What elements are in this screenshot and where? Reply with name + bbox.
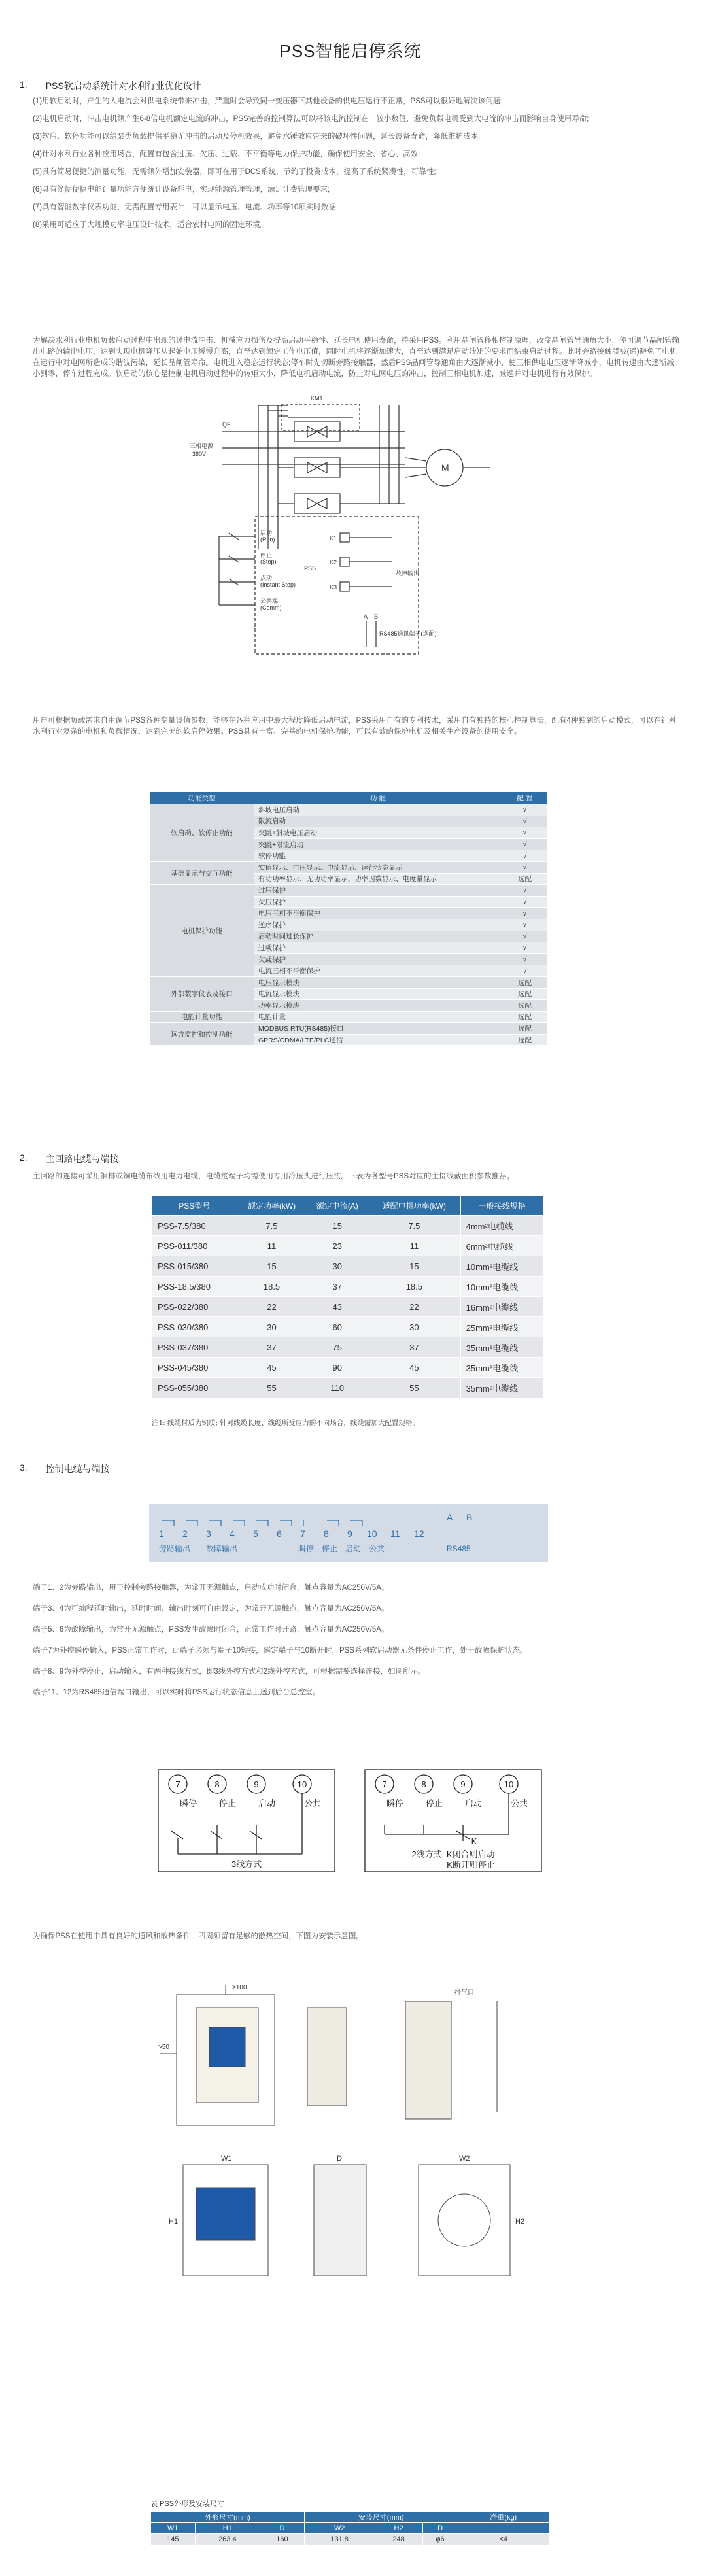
wiring-diagrams [157,1759,549,1877]
stop-en-label: (Stop) [260,558,277,565]
function-category: 远方监控和控制功能 [150,1023,254,1046]
table-row [150,1023,548,1035]
terminal-number: 2 [182,1528,188,1539]
wiring-num: 8 [214,1779,220,1789]
wiring-3-wire-caption: 3线方式 [231,1859,262,1869]
table-cell: 30 [368,1317,461,1337]
list-item: (6)具有简便便捷电能计量功能方便统计设备耗电，实现能源管理管理，满足计费管理要求; [33,186,330,194]
function-name: 电流三相不平衡保护 [254,965,502,977]
w1-label: W1 [221,2155,232,2163]
table-header: 功 能 [254,792,502,804]
relay-k2 [340,557,349,566]
function-config: √ [502,816,548,827]
table-cell: 23 [307,1236,368,1256]
terminal-number: 9 [347,1528,352,1539]
w2-label: W2 [459,2155,470,2163]
terminal-label: 启动 [345,1544,362,1553]
intro-paragraph: 用户可根据负载需求自由调节PSS各种变量设值参数，能够在各种应用中最大程度降低启动电流，PSS采用自有的专利技术，采用自有独特的核心控制算法，配有4种独到的启动模式，可以在针对水利行业复杂的电机和负载情况，达到完美的软启停效果。PSS具有丰富、完善的电机保护功能，可以有效的保护电机及相关生产设备的使用安全。 [33,717,676,736]
function-config: √ [502,861,548,873]
table-row [152,1378,544,1398]
wiring-num: 8 [421,1779,426,1789]
wiring-2-wire-caption-2: K断开则停止 [447,1860,495,1870]
terminal-label: 停止 [322,1544,338,1553]
table-header: 外形尺寸(mm) [151,2512,305,2523]
h2-label: H2 [515,2218,525,2225]
terminal-number: 1 [159,1528,164,1539]
table-cell: 25mm²电缆线 [460,1317,543,1337]
function-table [149,791,548,1046]
list-item: 端子7为外控瞬停输入，PSS正常工作时，此端子必须与端子10短接，瞬定端子与10断开时，PSS系列软启动器无条件停止工作，处于故障保护状态。 [33,1647,528,1655]
jog-en-label: (Instant Stop) [260,581,296,588]
table-header: 额定功率(kW) [237,1196,307,1216]
table-header: W1 [151,2523,196,2534]
function-category: 外部数字仪表及接口 [150,976,254,1011]
function-name: 电能计量 [254,1011,502,1023]
start-en-label: (Run) [260,536,275,543]
terminal-number: 12 [414,1528,424,1539]
terminal-a: A [447,1512,453,1522]
start-label: 启动 [260,530,273,536]
list-item: 端子5、6为故障输出，为常开无源触点，PSS发生故障时闭合，正常工作时开路，触点容量为AC250V/5A。 [33,1626,389,1634]
function-config: √ [502,931,548,942]
section-1-heading: 1. PSS软启动系统针对水利行业优化设计 [20,79,201,91]
table-cell: PSS-7.5/380 [152,1216,237,1236]
function-config: 选配 [502,1011,548,1023]
list-item: (8)采用可适应于大规模功率电压设计技术，适合农村电网的固定环境。 [33,221,268,229]
function-config: √ [502,885,548,897]
clearance-top-label: >100 [232,1984,247,1991]
list-item: 端子11、12为RS485通信端口输出，可以实时将PSS运行状态信息上送到后台总控室。 [33,1689,320,1696]
motor-label: M [441,462,449,473]
table-header: 一般接线规格 [460,1196,543,1216]
circuit-diagram [183,386,523,674]
function-config: √ [502,942,548,954]
table-header: H2 [375,2523,422,2534]
function-name: 电流显示模块 [254,988,502,1000]
table-header: 安装尺寸(mm) [304,2512,458,2523]
table-cell: 22 [368,1297,461,1317]
table-row [152,1256,544,1277]
wiring-label: 公共 [303,1798,322,1808]
table-cell: PSS-037/380 [152,1337,237,1358]
qf-label: QF [222,421,231,428]
common-label: 公共端 [260,598,279,604]
function-name: 有功功率显示、无功功率显示、功率因数显示、电度量显示 [254,873,502,885]
table-header: 适配电机功率(kW) [368,1196,461,1216]
function-name: 欠压保护 [254,896,502,908]
table-cell: 22 [237,1297,307,1317]
table-cell: PSS-045/380 [152,1358,237,1378]
relay-k1 [340,533,349,542]
terminal-label: 旁路输出 [159,1544,191,1553]
table-cell: PSS-030/380 [152,1317,237,1337]
exhaust-label: 排气口 [454,1989,474,1997]
pss-label: PSS [304,565,316,572]
function-name: 限流启动 [254,816,502,827]
function-name: 电压三相不平衡保护 [254,908,502,919]
table-row [150,804,548,816]
table-cell: PSS-022/380 [152,1297,237,1317]
wiring-label: 启动 [258,1798,276,1808]
table-cell: 43 [307,1297,368,1317]
list-item: (7)具有智能数字仪表功能，无需配置专用表计，可以显示电压、电流、功率等10项实时数据; [33,203,339,211]
function-name: 逆序保护 [254,919,502,931]
table-cell: 145 [151,2534,196,2545]
table-header: 功能类型 [150,792,254,804]
k2-label: K2 [330,559,337,566]
table-header [458,2523,549,2534]
table-header: 配 置 [502,792,548,804]
function-config: 选配 [502,988,548,1000]
wiring-label: 启动 [464,1798,483,1808]
terminal-number: 10 [367,1528,377,1539]
table-cell: 35mm²电缆线 [460,1337,543,1358]
table-row [152,1317,544,1337]
table-cell: 6mm²电缆线 [460,1236,543,1256]
d-label: D [337,2155,342,2163]
common-en-label: (Comm) [260,604,282,611]
function-config: 选配 [502,873,548,885]
rs485-label: RS485通讯端子(选配) [379,630,437,637]
table-cell: 248 [375,2534,422,2545]
list-item: 端子1、2为旁路输出，用于控制旁路接触器，为常开无源触点，启动成功时闭合，触点容量为AC250V/5A。 [33,1584,389,1592]
table-cell: 75 [307,1337,368,1358]
wiring-2-wire-caption: 2线方式: K闭合则启动 [411,1849,495,1859]
table-cell: 15 [368,1256,461,1277]
clearance-side-label: >50 [158,2044,169,2051]
wiring-num: 7 [382,1779,387,1789]
table-cell: 11 [237,1236,307,1256]
table-cell: 37 [368,1337,461,1358]
wiring-3-wire-box [158,1770,335,1872]
function-category: 基础显示与交互功能 [150,861,254,884]
function-name: GPRS/CDMA/LTE/PLC通信 [254,1034,502,1046]
function-config: √ [502,908,548,919]
function-name: 过压保护 [254,885,502,897]
table-header: 净重(kg) [458,2512,549,2523]
function-name: 欠载保护 [254,953,502,965]
table-cell: φ6 [422,2534,458,2545]
section-2-paragraph: 主回路的连接可采用铜排或铜电缆布线用电力电缆，电缆接端子均需使用专用冷压头进行压接。下表为各型号PSS对应的主接线截面积参数推荐。 [33,1173,515,1180]
function-name: 启动时间过长保护 [254,931,502,942]
table-cell: 131.8 [304,2534,375,2545]
table-cell: 7.5 [237,1216,307,1236]
function-name: 电压显示模块 [254,976,502,988]
wiring-num: 10 [504,1779,514,1789]
terminal-label: 公共 [369,1544,385,1553]
table-row [152,1236,544,1256]
function-config: √ [502,827,548,839]
table-cell: 90 [307,1358,368,1378]
table-cell: PSS-18.5/380 [152,1277,237,1297]
terminal-number: 6 [277,1528,282,1539]
table-cell: 55 [237,1378,307,1398]
function-config: √ [502,850,548,862]
table-cell: PSS-055/380 [152,1378,237,1398]
function-config: 选配 [502,1034,548,1046]
table-header: D [260,2523,305,2534]
function-category: 软启动、软停止功能 [150,804,254,862]
wiring-label: 停止 [218,1798,237,1808]
section-1-list [33,95,680,232]
table-cell: 30 [237,1317,307,1337]
table-cell: 10mm²电缆线 [460,1256,543,1277]
table-cell: 37 [237,1337,307,1358]
table-cell: 55 [368,1378,461,1398]
supply-label: 三相电源 [190,443,214,449]
wiring-num: 10 [297,1779,307,1789]
function-config: 选配 [502,976,548,988]
table-cell: 10mm²电缆线 [460,1277,543,1297]
table-cell: 7.5 [368,1216,461,1236]
function-category: 电机保护功能 [150,885,254,977]
jog-label: 点动 [260,575,273,581]
function-name: MODBUS RTU(RS485)接口 [254,1023,502,1035]
table-row [150,976,548,988]
table-cell: 35mm²电缆线 [460,1358,543,1378]
stop-label: 停止 [260,552,273,558]
supply-voltage: 380V [192,451,207,457]
list-item: 端子3、4为可编程延时输出，延时时间、输出时刻可自由设定，为常开无源触点，触点容量为AC250V/5A。 [33,1605,389,1613]
terminal-number: 7 [300,1528,305,1539]
table-header: D [422,2523,458,2534]
function-config: √ [502,896,548,908]
wiring-k-label: K [471,1836,477,1846]
table-row [150,1011,548,1023]
size-table-caption: 表 PSS外形及安装尺寸 [150,2500,225,2508]
table-cell: 35mm²电缆线 [460,1378,543,1398]
install-clearance-figure [157,1982,549,2129]
table-header: W2 [304,2523,375,2534]
table-cell: 18.5 [237,1277,307,1297]
k3-label: K3 [330,584,337,591]
function-config: 选配 [502,1000,548,1012]
terminal-number: 3 [206,1528,211,1539]
function-name: 斜坡电压启动 [254,804,502,816]
list-item: (2)电机启动时，冲击电机额产生6-8倍电机额定电流的冲击，PSS完善的控制算法可以将该电流控制在一较小数值，避免负载电机受到大电流的冲击而影响自身使用寿命; [33,115,589,123]
table-row [152,1277,544,1297]
table-cell: 60 [307,1317,368,1337]
table-cell: 37 [307,1277,368,1297]
k1-label: K1 [330,535,337,541]
table-cell: 30 [307,1256,368,1277]
function-name: 突跳+斜坡电压启动 [254,827,502,839]
table-cell: <4 [458,2534,549,2545]
wiring-label: 公共 [510,1798,528,1808]
terminal-label: RS485 [447,1544,471,1553]
a-label: A [364,613,368,620]
terminal-label: 瞬停 [298,1544,315,1553]
function-config: √ [502,953,548,965]
table-cell: 16mm²电缆线 [460,1297,543,1317]
function-config: √ [502,919,548,931]
terminal-b: B [466,1512,473,1522]
function-config: √ [502,804,548,816]
list-item: 端子8、9为外控停止，启动输入，有两种接线方式，即3线外控方式和2线外控方式，可根据需要选择连接，如图所示。 [33,1668,426,1675]
section-2-heading: 2. 主回路电缆与端接 [20,1152,119,1164]
function-config: √ [502,838,548,850]
table-row [152,1216,544,1236]
size-table [150,2511,549,2545]
wiring-label: 瞬停 [179,1798,197,1808]
table-cell: PSS-015/380 [152,1256,237,1277]
h1-label: H1 [169,2218,179,2225]
b-label: B [374,613,379,620]
function-name: 软停功能 [254,850,502,862]
table-cell: 110 [307,1378,368,1398]
table-row [150,885,548,897]
page-title: PSS智能启停系统 [279,41,422,61]
section-3-heading: 3. 控制电缆与端接 [20,1462,110,1474]
list-item: (4)针对水利行业各种应用场合，配置有包含过压、欠压、过载、不平衡等电力保护功能，确保使用安全、省心、高效; [33,150,420,158]
function-config: √ [502,965,548,977]
section-1-summary: 为解决水利行业电机负载启动过程中出现的过电流冲击、机械应力损伤及提高启动平稳性、延长电机使用寿命，特采用PSS。利用晶闸管移相控制原理，改变晶闸管导通角大小，使可调节晶闸管输出电路的输出电压，达到实现电机降压从起始电压缓慢升高，直至达到额定工作电压值，同时电机将逐渐加速大，直至达到满足启动转矩的要求而结束启动过程。此时旁路接触器被(通)避免了电机在运行中对电网所造成的谐波污染，延长晶闸管寿命。电机进入稳态运行状态;停车时先切断旁路接触器，然后PSS晶闸管导通角由大逐渐减小，使三相供电电压逐渐降减小，电机转速由大逐渐减小到零，停车过程完成。软启动的核心是控制电机启动过程中的转矩大小，降低电机启动电流，防止对电网电压的冲击，控制三相电机加速，减速并对电机进行有效保护。 [33,337,680,378]
table-header: 额定电流(A) [307,1196,368,1216]
table-row [152,1337,544,1358]
table-row [152,1297,544,1317]
function-name: 实值显示、电压显示、电流显示、运行状态显示 [254,861,502,873]
list-item: (5)具有简易便捷的测量功能，无需额外增加安装器，即可在用于DCS系统，节约了投资成本，提高了系统紧凑性，可靠性; [33,168,436,176]
table-header: PSS型号 [152,1196,237,1216]
dimension-figure [157,2152,549,2282]
wiring-num: 9 [254,1779,259,1789]
terminal-label: 故障输出 [206,1544,238,1553]
table-header: H1 [195,2523,260,2534]
wiring-num: 9 [460,1779,466,1789]
install-note: 为确保PSS在使用中具有良好的通风和散热条件，四周须留有足够的散热空间，下图为安装示意图。 [33,1932,364,1940]
fault-output-label: 故障输出 [396,570,420,577]
table-cell: 11 [368,1236,461,1256]
table-cell: 18.5 [368,1277,461,1297]
table-cell: 15 [237,1256,307,1277]
function-config: 选配 [502,1023,548,1035]
function-category: 电能计量功能 [150,1011,254,1023]
table-row [151,2534,549,2545]
table-row [152,1358,544,1378]
cable-table-note: 注1: 线缆材质为铜质; 针对线缆长度、线缆所受应力的不同场合，线缆需加大配置规格。 [152,1419,419,1427]
section-3-list [33,1577,680,1703]
km1-label: KM1 [311,395,323,402]
table-cell: 263.4 [195,2534,260,2545]
function-name: 过载保护 [254,942,502,954]
terminal-number: 11 [390,1528,400,1539]
wiring-label: 瞬停 [386,1798,404,1808]
relay-k3 [340,582,349,591]
table-cell: 45 [237,1358,307,1378]
table-cell: PSS-011/380 [152,1236,237,1256]
cable-table [152,1195,544,1398]
table-cell: 160 [260,2534,305,2545]
table-cell: 15 [307,1216,368,1236]
terminal-number: 8 [324,1528,329,1539]
table-cell: 4mm²电缆线 [460,1216,543,1236]
terminal-number: 5 [253,1528,258,1539]
function-name: 功率显示模块 [254,1000,502,1012]
table-row [150,861,548,873]
wiring-num: 7 [175,1779,180,1789]
wiring-label: 停止 [425,1798,443,1808]
function-name: 突跳+限流启动 [254,838,502,850]
list-item: (3)软启、软停功能可以给泵类负载提供平稳无冲击的启动及停机效果，避免水锤效应带来的破坏性问题，延长设备寿命，降低维护成本; [33,133,481,141]
terminal-strip [149,1504,548,1562]
table-cell: 45 [368,1358,461,1378]
list-item: (1)用软启动时，产生的大电流会对供电系统带来冲击，严重时会导致同一变压器下其他设备的供电压运行不正常，PSS可以很好地解决该问题; [33,97,503,105]
terminal-number: 4 [230,1528,235,1539]
